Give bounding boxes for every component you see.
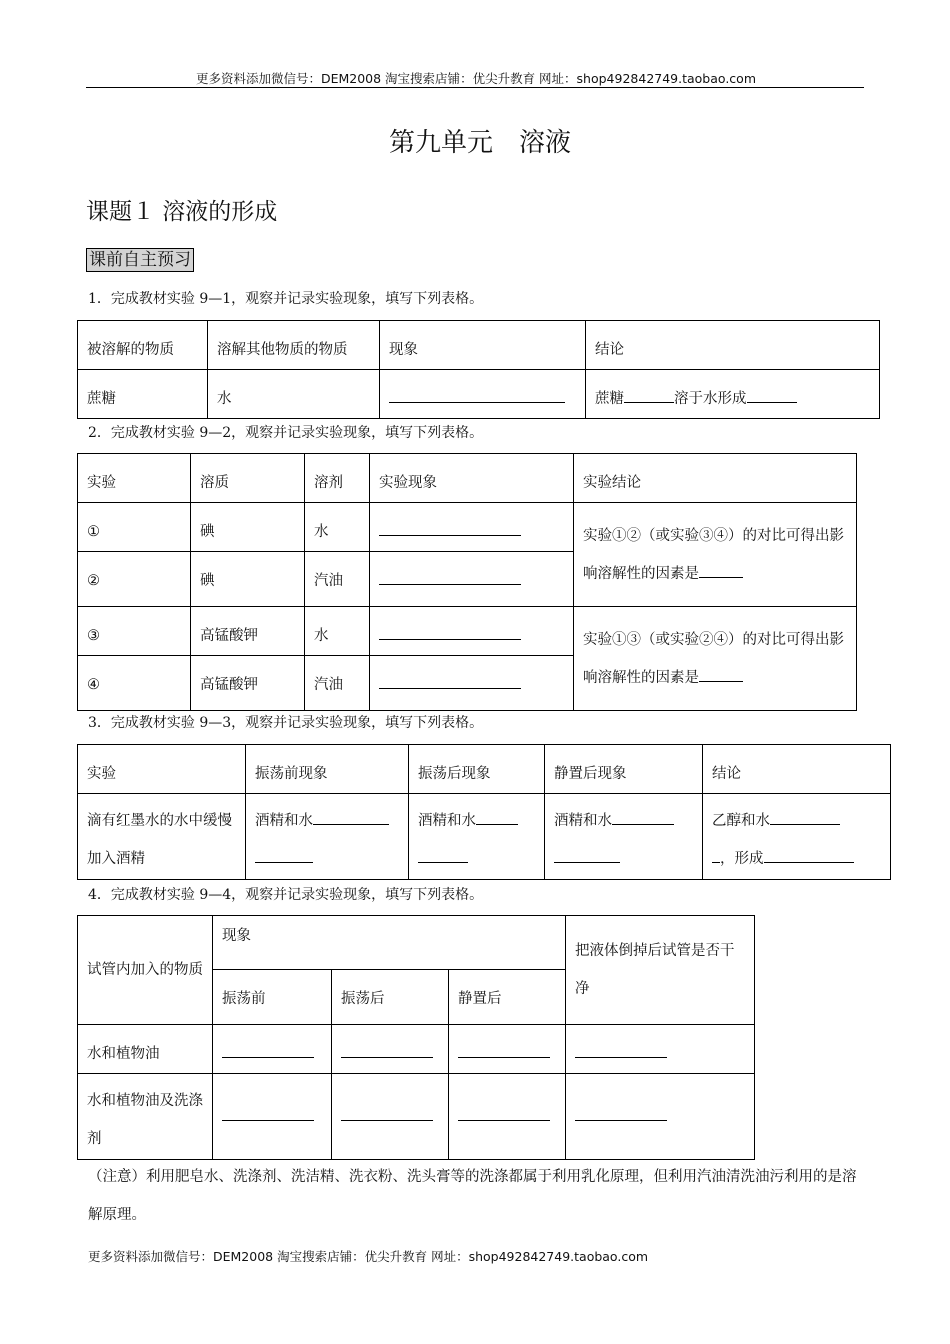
q2-phenomenon-cell	[370, 656, 574, 711]
answer-blank	[764, 848, 854, 863]
q4-answer-cell	[213, 1025, 332, 1074]
answer-blank	[389, 388, 565, 403]
answer-blank	[255, 848, 313, 863]
answer-blank	[699, 667, 743, 682]
answer-blank	[379, 625, 521, 640]
answer-blank	[222, 1043, 314, 1058]
conclusion-text: 蔗糖	[595, 391, 624, 407]
answer-blank	[222, 1106, 314, 1121]
q2-solute-cell: 高锰酸钾	[191, 607, 305, 656]
answer-blank	[341, 1106, 433, 1121]
q4-answer-cell	[566, 1025, 755, 1074]
q3-header-cell: 静置后现象	[545, 745, 703, 794]
q3-before-cell	[246, 794, 409, 880]
q3-header-cell: 实验	[78, 745, 246, 794]
answer-blank	[458, 1106, 550, 1121]
q2-solvent-cell: 水	[305, 503, 370, 552]
q4-answer-cell	[449, 1074, 566, 1160]
q3-header-cell: 结论	[703, 745, 891, 794]
answer-blank	[458, 1043, 550, 1058]
q2-table	[77, 453, 857, 711]
conclusion-text: 实验①②（或实验③④）的对比可得出影响溶解性的因素是	[583, 527, 844, 582]
q2-conclusion-cell	[574, 607, 857, 711]
answer-blank	[624, 388, 674, 403]
q2-solvent-cell: 汽油	[305, 552, 370, 607]
q3-header-cell: 振荡前现象	[246, 745, 409, 794]
q2-no-cell: ④	[78, 656, 191, 711]
answer-blank	[575, 1106, 667, 1121]
conclusion-text: 溶于水形成	[674, 391, 747, 407]
q4-answer-cell	[566, 1074, 755, 1160]
q4-phenomenon-header: 现象	[213, 916, 566, 970]
question-3-prompt: 3．完成教材实验 9—3，观察并记录实验现象，填写下列表格。	[88, 715, 484, 731]
answer-blank	[699, 563, 743, 578]
q2-phenomenon-cell	[370, 607, 574, 656]
q4-table	[77, 915, 755, 1160]
answer-blank	[712, 848, 720, 863]
q2-header-cell: 溶质	[191, 454, 305, 503]
answer-blank	[313, 810, 389, 825]
q2-solute-cell: 高锰酸钾	[191, 656, 305, 711]
page-header: 更多资料添加微信号：DEM2008 淘宝搜索店铺：优尖升教育 网址：shop492842749.taobao.com	[195, 71, 757, 86]
q3-conclusion-cell	[703, 794, 891, 880]
q3-rest-cell	[545, 794, 703, 880]
q4-answer-cell	[332, 1074, 449, 1160]
q1-header-cell: 现象	[380, 321, 586, 370]
q1-solvent-cell: 水	[208, 370, 380, 419]
q2-header-cell: 实验	[78, 454, 191, 503]
q2-header-cell: 实验结论	[574, 454, 857, 503]
q4-row-label: 水和植物油	[78, 1025, 213, 1074]
cell-text: 乙醇和水	[712, 813, 770, 829]
q3-header-cell: 振荡后现象	[409, 745, 545, 794]
q1-header-cell: 被溶解的物质	[78, 321, 208, 370]
q2-solvent-cell: 水	[305, 607, 370, 656]
q4-substance-header: 试管内加入的物质	[78, 916, 213, 1025]
q2-solute-cell: 碘	[191, 503, 305, 552]
answer-blank	[379, 570, 521, 585]
cell-text: ，形成	[720, 851, 764, 867]
answer-blank	[341, 1043, 433, 1058]
q2-header-cell: 溶剂	[305, 454, 370, 503]
q4-subheader-cell: 振荡前	[213, 970, 332, 1025]
answer-blank	[418, 848, 468, 863]
answer-blank	[770, 810, 840, 825]
answer-blank	[554, 848, 620, 863]
answer-blank	[379, 674, 521, 689]
section-tag: 课前自主预习	[86, 248, 194, 272]
q4-clean-header: 把液体倒掉后试管是否干净	[566, 916, 755, 1025]
q4-subheader-cell: 振荡后	[332, 970, 449, 1025]
q3-experiment-cell: 滴有红墨水的水中缓慢加入酒精	[78, 794, 246, 880]
q2-no-cell: ③	[78, 607, 191, 656]
q2-header-cell: 实验现象	[370, 454, 574, 503]
cell-text: 酒精和水	[554, 813, 612, 829]
answer-blank	[476, 810, 518, 825]
note-paragraph: （注意）利用肥皂水、洗涤剂、洗洁精、洗衣粉、洗头膏等的洗涤都属于利用乳化原理，但利用汽油清洗油污利用的是溶解原理。	[88, 1169, 857, 1223]
q2-conclusion-cell	[574, 503, 857, 607]
q4-subheader-cell: 静置后	[449, 970, 566, 1025]
answer-blank	[379, 521, 521, 536]
q4-answer-cell	[449, 1025, 566, 1074]
answer-blank	[747, 388, 797, 403]
q2-phenomenon-cell	[370, 503, 574, 552]
q4-answer-cell	[332, 1025, 449, 1074]
q4-row-label: 水和植物油及洗涤剂	[78, 1074, 213, 1160]
q3-table	[77, 744, 891, 880]
answer-blank	[612, 810, 674, 825]
answer-blank	[575, 1043, 667, 1058]
unit-title: 第九单元 溶液	[388, 128, 571, 158]
q1-header-cell: 结论	[586, 321, 880, 370]
q1-phenomenon-cell	[380, 370, 586, 419]
conclusion-text: 实验①③（或实验②④）的对比可得出影响溶解性的因素是	[583, 631, 844, 686]
q1-table	[77, 320, 880, 419]
question-4-prompt: 4．完成教材实验 9—4，观察并记录实验现象，填写下列表格。	[88, 887, 484, 903]
q3-after-cell	[409, 794, 545, 880]
q2-no-cell: ①	[78, 503, 191, 552]
q1-solute-cell: 蔗糖	[78, 370, 208, 419]
cell-text: 酒精和水	[255, 813, 313, 829]
question-2-prompt: 2．完成教材实验 9—2，观察并记录实验现象，填写下列表格。	[88, 425, 484, 441]
q2-phenomenon-cell	[370, 552, 574, 607]
page-footer: 更多资料添加微信号：DEM2008 淘宝搜索店铺：优尖升教育 网址：shop492842749.taobao.com	[88, 1249, 649, 1264]
q1-conclusion-cell	[586, 370, 880, 419]
question-1-prompt: 1．完成教材实验 9—1，观察并记录实验现象，填写下列表格。	[88, 291, 484, 307]
q2-solvent-cell: 汽油	[305, 656, 370, 711]
lesson-title: 课题１ 溶液的形成	[86, 199, 278, 225]
cell-text: 酒精和水	[418, 813, 476, 829]
header-divider	[86, 87, 864, 88]
q2-solute-cell: 碘	[191, 552, 305, 607]
q4-answer-cell	[213, 1074, 332, 1160]
q1-header-cell: 溶解其他物质的物质	[208, 321, 380, 370]
q2-no-cell: ②	[78, 552, 191, 607]
